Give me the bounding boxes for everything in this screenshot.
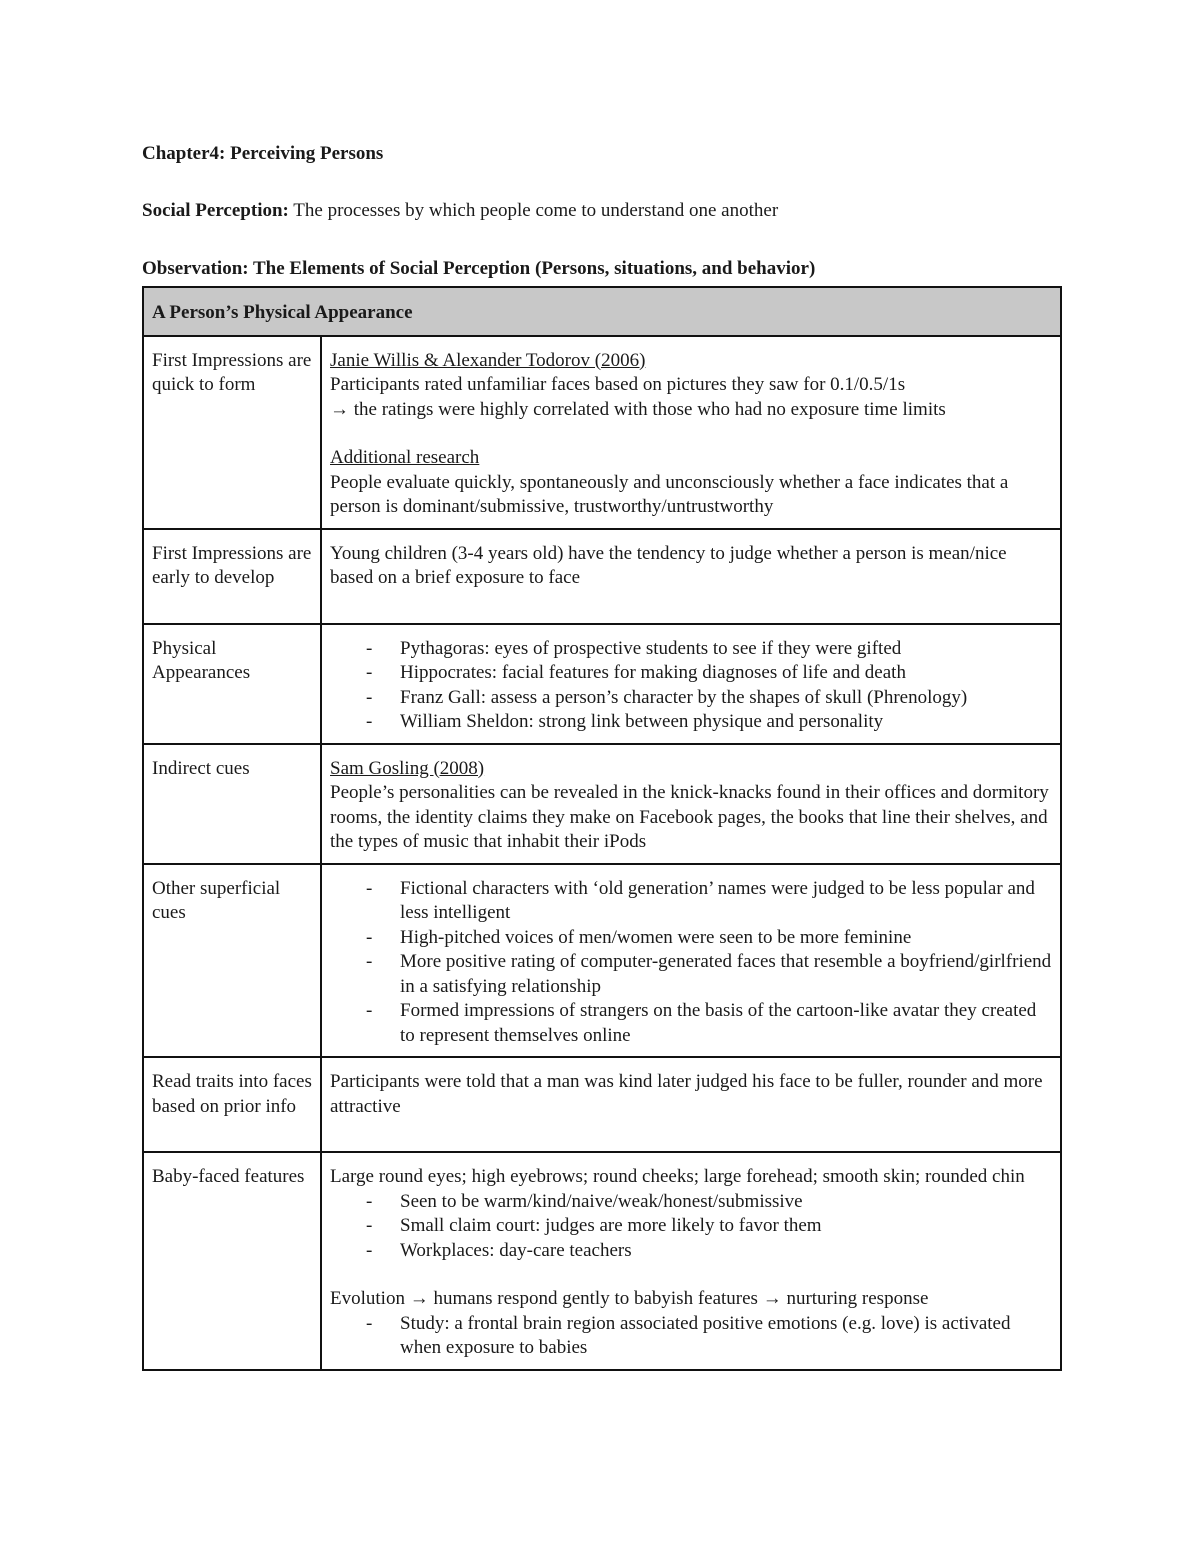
table-header: A Person’s Physical Appearance [143, 287, 1061, 336]
row-content: Young children (3-4 years old) have the tendency to judge whether a person is mean/nice based on a brief exposure to face [321, 529, 1061, 624]
study-title: Additional research [330, 447, 480, 468]
row-label: First Impressions are quick to form [143, 336, 321, 529]
definition-text: The processes by which people come to understand one another [288, 200, 779, 221]
table-row [143, 1057, 1061, 1152]
list-item: - Study: a frontal brain region associated positive emotions (e.g. love) is activated when exposure to babies [400, 1312, 1052, 1361]
document-page [142, 138, 1060, 1371]
row-label: Baby-faced features [143, 1152, 321, 1370]
definition-term: Social Perception: [142, 200, 289, 221]
table-row [143, 529, 1061, 624]
row-content [321, 624, 1061, 744]
bullet-list [330, 1312, 1052, 1361]
notes-table [142, 286, 1062, 1371]
study-text: People evaluate quickly, spontaneously and unconsciously whether a face indicates that a person is dominant/submissive, trustworthy/untrustworthy [330, 471, 1009, 517]
study-title: Janie Willis & Alexander Todorov (2006) [330, 349, 646, 371]
table-row [143, 624, 1061, 744]
bullet-list [330, 1190, 1052, 1264]
list-item: - Franz Gall: assess a person’s character by the shapes of skull (Phrenology) [400, 686, 1052, 711]
list-item: - Pythagoras: eyes of prospective students to see if they were gifted [400, 637, 1052, 662]
row-content [321, 744, 1061, 864]
list-item: - Workplaces: day-care teachers [400, 1239, 1052, 1264]
row-intro: Large round eyes; high eyebrows; round cheeks; large forehead; smooth skin; rounded chin [330, 1166, 1025, 1187]
table-row [143, 744, 1061, 864]
row-content [321, 336, 1061, 529]
list-item: - Small claim court: judges are more likely to favor them [400, 1214, 1052, 1239]
row-label: Other superficial cues [143, 864, 321, 1058]
list-item: - Fictional characters with ‘old generation’ names were judged to be less popular and less intelligent [400, 877, 1052, 926]
study-title: Sam Gosling (2008) [330, 757, 485, 779]
bullet-list [330, 877, 1052, 1049]
row-label: First Impressions are early to develop [143, 529, 321, 624]
list-item: - High-pitched voices of men/women were seen to be more feminine [400, 926, 1052, 951]
row-label: Indirect cues [143, 744, 321, 864]
study-text: People’s personalities can be revealed in the knick-knacks found in their offices and dormitory rooms, the identity claims they make on Facebook pages, the books that line their shelves, and the types of music that inhabit their iPods [330, 782, 1049, 852]
list-item: - Hippocrates: facial features for making diagnoses of life and death [400, 661, 1052, 686]
list-item: - More positive rating of computer-generated faces that resemble a boyfriend/girlfriend in a satisfying relationship [400, 950, 1052, 999]
bullet-list [330, 637, 1052, 735]
row-content [321, 864, 1061, 1058]
list-item: - William Sheldon: strong link between physique and personality [400, 710, 1052, 735]
list-item: - Seen to be warm/kind/naive/weak/honest/submissive [400, 1190, 1052, 1215]
evolution-note: Evolution → humans respond gently to babyish features → nurturing response [330, 1288, 929, 1309]
table-row [143, 1152, 1061, 1370]
list-item: - Formed impressions of strangers on the basis of the cartoon-like avatar they created to represent themselves online [400, 999, 1052, 1048]
section-heading: Observation: The Elements of Social Perception (Persons, situations, and behavior) [142, 258, 816, 279]
study-result: → the ratings were highly correlated with those who had no exposure time limits [330, 398, 946, 420]
row-label: Read traits into faces based on prior info [143, 1057, 321, 1152]
table-header-row [143, 287, 1061, 336]
row-content [321, 1152, 1061, 1370]
row-label: Physical Appearances [143, 624, 321, 744]
table-row [143, 864, 1061, 1058]
social-perception-definition [142, 198, 1060, 224]
chapter-title: Chapter4: Perceiving Persons [142, 143, 384, 164]
study-text: Participants rated unfamiliar faces based on pictures they saw for 0.1/0.5/1s [330, 374, 906, 395]
row-content: Participants were told that a man was kind later judged his face to be fuller, rounder and more attractive [321, 1057, 1061, 1152]
table-row [143, 336, 1061, 529]
